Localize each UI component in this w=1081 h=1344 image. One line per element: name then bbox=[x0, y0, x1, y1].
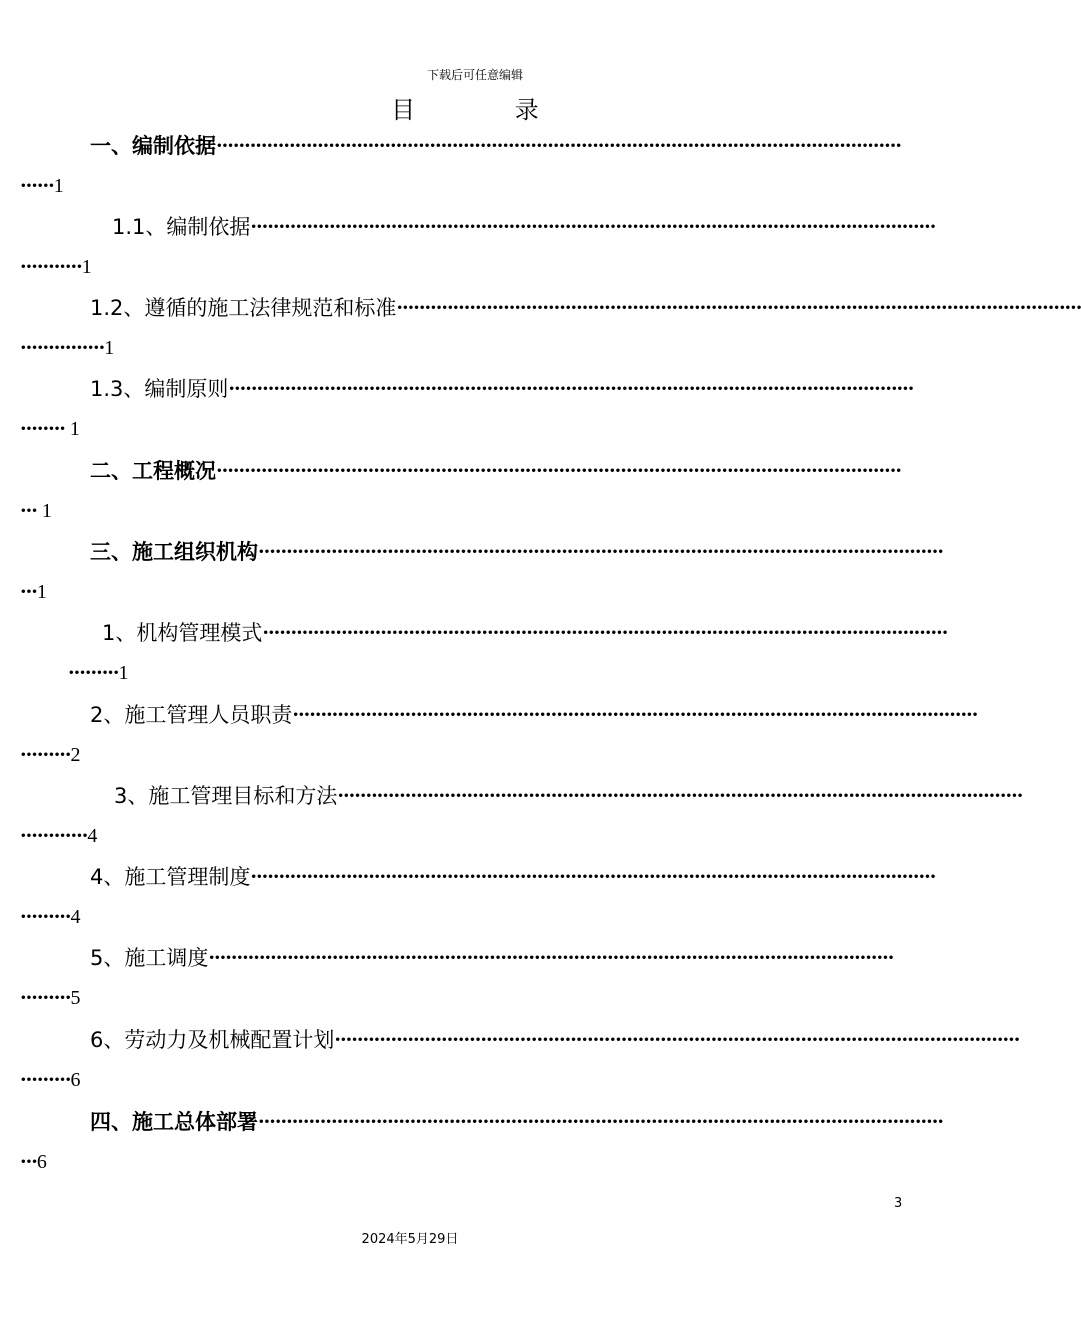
toc-page-number: 1 bbox=[53, 175, 64, 197]
toc-page-number: 4 bbox=[87, 825, 98, 847]
toc-leader: ·························································································································· bbox=[250, 216, 936, 238]
toc-page-number: 1 bbox=[104, 337, 115, 359]
toc-leader-tail: ········· bbox=[68, 662, 119, 684]
toc-page-number: 6 bbox=[36, 1151, 47, 1173]
toc-page-number: 4 bbox=[70, 906, 81, 928]
toc-leader: ·························································································································· bbox=[258, 1111, 943, 1133]
toc-leader-tail: ··· bbox=[20, 581, 37, 603]
toc-page-number: 1 bbox=[36, 500, 52, 522]
toc-leader: ·························································································································· bbox=[396, 297, 1081, 319]
toc-leader-tail: ········· bbox=[20, 744, 71, 766]
toc-leader: ·························································································································· bbox=[292, 704, 978, 726]
toc-entry-label: 6、劳动力及机械配置计划 bbox=[90, 1028, 335, 1052]
toc-page-number: 6 bbox=[70, 1069, 81, 1091]
toc-leader-tail: ········ bbox=[20, 418, 65, 440]
toc-page-number: 1 bbox=[36, 581, 47, 603]
toc-leader-tail: ············ bbox=[20, 825, 88, 847]
toc-entry-label: 2、施工管理人员职责 bbox=[90, 703, 293, 727]
toc-page-number: 5 bbox=[70, 987, 81, 1009]
toc-leader: ·························································································································· bbox=[208, 947, 894, 969]
toc-page-number: 2 bbox=[70, 744, 81, 766]
toc-leader: ·························································································································· bbox=[216, 135, 901, 157]
toc-page-number: 1 bbox=[64, 418, 80, 440]
toc-leader-tail: ··· bbox=[20, 500, 37, 522]
toc-leader-tail: ········· bbox=[20, 906, 71, 928]
toc-leader-tail: ··············· bbox=[20, 337, 105, 359]
toc-leader: ·························································································································· bbox=[228, 378, 914, 400]
toc-entry-label: 二、工程概况 bbox=[90, 459, 216, 483]
footer-date: 2024年5月29日 bbox=[361, 1232, 459, 1247]
toc-page-number: 1 bbox=[118, 662, 129, 684]
toc-leader-tail: ······ bbox=[20, 175, 54, 197]
toc-entry-label: 3、施工管理目标和方法 bbox=[114, 784, 338, 808]
toc-leader: ·························································································································· bbox=[216, 460, 901, 482]
toc-leader-tail: ········· bbox=[20, 987, 71, 1009]
toc-leader-tail: ········· bbox=[20, 1069, 71, 1091]
toc-leader-tail: ··· bbox=[20, 1151, 37, 1173]
toc-leader-tail: ··········· bbox=[20, 256, 82, 278]
toc-entry-label: 1.1、编制依据 bbox=[112, 215, 251, 239]
toc-entry-label: 1.3、编制原则 bbox=[90, 377, 229, 401]
toc-leader: ·························································································································· bbox=[250, 866, 936, 888]
toc-entry-label: 5、施工调度 bbox=[90, 946, 209, 970]
toc-entry-label: 1、机构管理模式 bbox=[102, 621, 263, 645]
toc-title: 目 录 bbox=[391, 96, 585, 124]
toc-entry-label: 4、施工管理制度 bbox=[90, 865, 251, 889]
toc-page-number: 1 bbox=[81, 256, 92, 278]
toc-leader: ·························································································································· bbox=[337, 785, 1023, 807]
toc-entry-label: 四、施工总体部署 bbox=[90, 1110, 258, 1134]
toc-entry-label: 1.2、遵循的施工法律规范和标准 bbox=[90, 296, 397, 320]
page-header: 下载后可任意编辑 bbox=[426, 68, 523, 82]
toc-entry-label: 三、施工组织机构 bbox=[90, 540, 258, 564]
toc-entry-label: 一、编制依据 bbox=[90, 134, 216, 158]
page-number: 3 bbox=[894, 1196, 903, 1211]
toc-leader: ·························································································································· bbox=[334, 1029, 1020, 1051]
toc-leader: ·························································································································· bbox=[262, 622, 948, 644]
toc-leader: ·························································································································· bbox=[258, 541, 943, 563]
